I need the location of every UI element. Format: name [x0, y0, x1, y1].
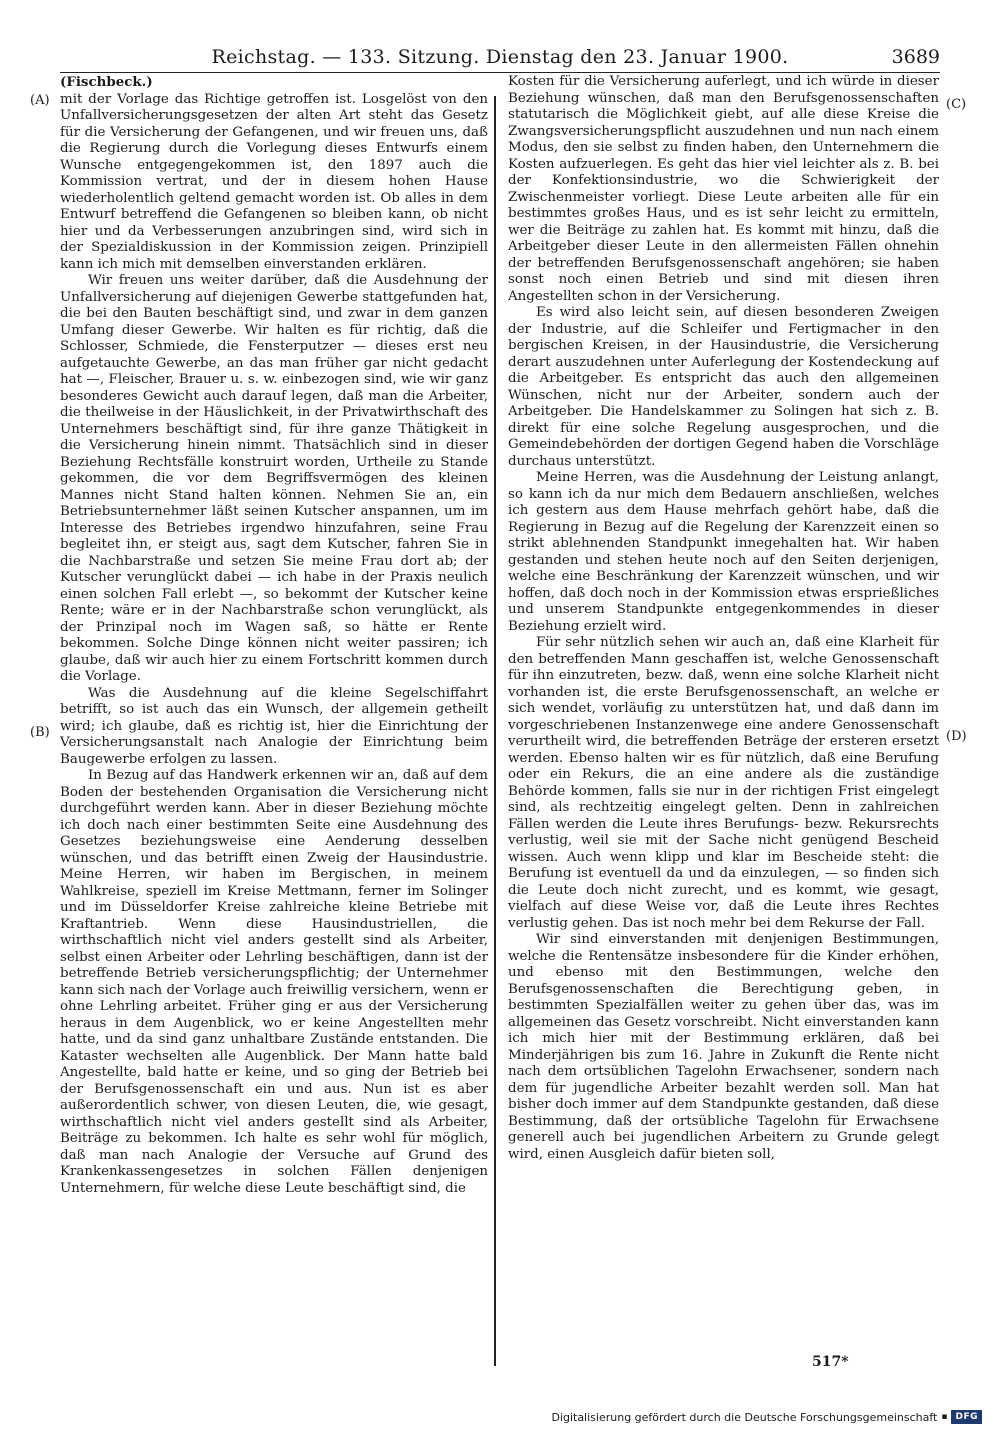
- paragraph: Wir freuen uns weiter darüber, daß die Ausdehnung der Unfallversicherung auf diejenigen Gewerbe stattgefunden hat, die bei den Bauten beschäftigt sind, und zwar in dem ganzen Umfang dieser Gewerbe. Wir halten es für richtig, daß die Schlosser, Schmiede, die Fensterputzer — dieses erst neu aufgetauchte Gewerbe, an das man früher gar nicht gedacht hat —, Fleischer, Brauer u. s. w. einbezogen sind, wie wir ganz besonderes Gewicht auch darauf legen, daß man die Arbeiter, die theilweise in der Häuslichkeit, in der Privatwirthschaft des Unternehmers beschäftigt sind, für ihre ganze Thätigkeit in die Versicherung hinein nimmt. Thatsächlich sind in dieser Beziehung Rechtsfälle konstruirt worden, Urtheile zu Stande gekommen, die vor dem Begriffsvermögen des kleinen Mannes nicht Stand halten können. Nehmen Sie an, ein Betriebsunternehmer läßt seinen Kutscher anspannen, um im Interesse des Betriebes irgendwo hinzufahren, seine Frau begleitet ihn, er steigt aus, sagt dem Kutscher, fahren Sie in die Nachbarstraße und setzen Sie meine Frau dort ab; der Kutscher verunglückt dabei — ich habe in der Praxis neulich einen solchen Fall erlebt —, so bekommt der Kutscher keine Rente; wäre er in der Nachbarstraße schon verunglückt, als der Prinzipal noch im Wagen saß, so hätte er Rente bekommen. Solche Dinge können nicht weiter passiren; ich glaube, daß wir auch hier zu einem Fortschritt kommen durch die Vorlage.: [60, 273, 488, 684]
- margin-mark-d: (D): [946, 729, 967, 744]
- right-column: [508, 74, 939, 1374]
- paragraph: In Bezug auf das Handwerk erkennen wir an, daß auf dem Boden der bestehenden Organisation die Versicherung nicht durchgeführt werden kann. Aber in dieser Beziehung möchte ich doch nach einer bestimmten Seite eine Ausdehnung des Gesetzes beziehungsweise eine Aenderung desselben wünschen, und das betrifft einen Zweig der Hausindustrie. Meine Herren, wir haben im Bergischen, in meinem Wahlkreise, speziell im Kreise Mettmann, ferner im Solinger und im Düsseldorfer Kreise zahlreiche kleine Betriebe mit Kraftantrieb. Wenn diese Hausindustriellen, die wirthschaftlich nicht viel anders gestellt sind als Arbeiter, selbst einen Arbeiter oder Lehrling beschäftigen, dann ist der betreffende Betrieb versicherungspflichtig; der Unternehmer kann sich nach der Vorlage auch freiwillig versichern, wenn er ohne Lehrling arbeitet. Früher ging er aus der Versicherung heraus in dem Augenblick, wo er keine Angestellten mehr hatte, und da sind ganz unhaltbare Zustände entstanden. Die Kataster wechselten alle Augenblick. Der Mann hatte bald Angestellte, bald hatte er keine, und so ging der Betrieb bei der Berufsgenossenschaft ein und aus. Nun ist es aber außerordentlich schwer, von diesen Leuten, die, wie gesagt, wirthschaftlich nicht viel anders gestellt sind als Arbeiter, Beiträge zu bekommen. Ich halte es sehr wohl für möglich, daß man nach Analogie der Versuche auf Grund des Krankenkassengesetzes in solchen Fällen denjenigen Unternehmern, für welche diese Leute beschäftigt sind, die: [60, 768, 488, 1196]
- speaker-label: (Fischbeck.): [60, 74, 153, 90]
- paragraph: Es wird also leicht sein, auf diesen besonderen Zweigen der Industrie, auf die Schleifer und Fertigmacher in den bergischen Kreisen, in der Hausindustrie, die Versicherung derart auszudehnen unter Auferlegung der Kostendeckung auf die Arbeitgeber. Es entspricht das auch den allgemeinen Wünschen, nicht nur der Arbeiter, sondern auch der Arbeitgeber. Die Handelskammer zu Solingen hat sich z. B. direkt für eine solche Regelung ausgesprochen, und die Gemeindebehörden der dortigen Gegend haben die Vorschläge durchaus unterstützt.: [508, 305, 939, 469]
- column-divider: [494, 96, 496, 1366]
- page-header: [60, 44, 940, 70]
- footer-credit: Digitalisierung gefördert durch die Deutsche Forschungsgemeinschaft: [551, 1410, 938, 1424]
- separator-icon: ▪: [941, 1412, 948, 1422]
- paragraph: Meine Herren, was die Ausdehnung der Leistung anlangt, so kann ich da nur mich dem Bedauern anschließen, welches ich gestern aus dem Hause mehrfach gehört habe, daß die Regierung in Bezug auf die Regelung der Karenzzeit einen so strikt ablehnenden Standpunkt innegehalten hat. Wir haben gestanden und stehen heute noch auf den Seiten derjenigen, welche eine Beschränkung der Karenzzeit wünschen, und wir hoffen, daß doch noch in der Kommission etwas ersprießliches und unserem Standpunkte entgegenkommendes in dieser Beziehung erzielt wird.: [508, 470, 939, 634]
- margin-mark-c: (C): [946, 97, 967, 112]
- paragraph: Wir sind einverstanden mit denjenigen Bestimmungen, welche die Rentensätze insbesondere für die Kinder erhöhen, und ebenso mit den Bestimmungen, welche den Berufsgenossenschaften die Berechtigung geben, in bestimmten Spezialfällen weiter zu gehen über das, was im allgemeinen das Gesetz vorschreibt. Nicht einverstanden kann ich mich hier mit der Bestimmung erklären, daß bei Minderjährigen bis zum 16. Jahre in Zukunft die Rente nicht nach dem ortsüblichen Tagelohn Erwachsener, sondern nach dem für jugendliche Arbeiter bezahlt werden soll. Man hat bisher doch immer auf dem Standpunkte gestanden, daß diese Bestimmung, daß der ortsübliche Tagelohn für Erwachsene generell auch bei jugendlichen Arbeitern zu Grunde gelegt wird, einen Ausgleich dafür bieten soll,: [508, 932, 939, 1162]
- margin-mark-b: (B): [30, 725, 50, 740]
- dfg-logo-icon: DFG: [951, 1410, 982, 1424]
- header-rule: [60, 72, 940, 73]
- header-title: Reichstag. — 133. Sitzung. Dienstag den 23. Januar 1900.: [211, 46, 789, 68]
- left-column: [60, 74, 488, 1374]
- page-number: 3689: [891, 46, 940, 68]
- paragraph: Für sehr nützlich sehen wir auch an, daß eine Klarheit für den betreffenden Mann geschaffen ist, welche Genossenschaft für ihn einzutreten, bezw. daß, wenn eine solche Klarheit nicht vorhanden ist, die erste Berufsgenossenschaft, an welche er sich wendet, vorläufig zu unterstützen hat, und daß dann im vorgeschriebenen Instanzenwege eine andere Genossenschaft verurtheilt wird, die betreffenden Beträge der ersteren ersetzt werden. Ebenso halten wir es für nützlich, daß eine Berufung oder ein Rekurs, die an eine andere als die zuständige Behörde kommen, falls sie nur in der richtigen Frist eingelegt sind, als rechtzeitig eingelegt gelten. Denn in zahlreichen Fällen werden die Leute ihres Berufungs- bezw. Rekursrechts verlustig, weil sie mit der Sache nicht genügend Bescheid wissen. Auch wenn klipp und klar im Bescheide steht: die Berufung ist eventuell da und da einzulegen, — so finden sich die Leute doch nicht zurecht, und es kommt, wie gesagt, vielfach auf diese Weise vor, daß die Leute ihres Rechtes verlustig gehen. Das ist noch mehr bei dem Rekurse der Fall.: [508, 635, 939, 931]
- margin-mark-a: (A): [30, 93, 50, 108]
- digitization-footer: [551, 1408, 982, 1426]
- paragraph: mit der Vorlage das Richtige getroffen ist. Losgelöst von den Unfallversicherungsgesetzen der alten Art steht das Gesetz für die Versicherung der Gefangenen, und wir freuen uns, daß die Regierung durch die Vorlegung dieses Entwurfs einem Wunsche entgegengekommen ist, den 1897 auch die Kommission vertrat, und der in diesem hohen Hause wiederholentlich geltend gemacht worden ist. Ob alles in dem Entwurf betreffend die Gefangenen so bleiben kann, ob nicht hier und da Verbesserungen anzubringen sind, wird sich in der Spezialdiskussion in der Kommission zeigen. Prinzipiell kann ich mich mit demselben einverstanden erklären.: [60, 91, 488, 272]
- paragraph: Kosten für die Versicherung auferlegt, und ich würde in dieser Beziehung wünschen, daß man den Berufsgenossenschaften statutarisch die Möglichkeit giebt, auf alle diese Kreise die Zwangsversicherungspflicht auszudehnen und nun nach einem Modus, den sie selbst zu finden haben, den Unternehmern die Kosten aufzuerlegen. Es geht das hier viel leichter als z. B. bei der Konfektionsindustrie, wo die Schwierigkeit der Zwischenmeister vorliegt. Diese Leute arbeiten alle für ein bestimmtes großes Haus, und es ist sehr leicht zu ermitteln, wer die Beiträge zu zahlen hat. Es kommt mit hinzu, daß die Arbeitgeber dieser Leute in den allermeisten Fällen ohnehin der betreffenden Berufsgenossenschaft angehören; sie haben sonst noch einen Betrieb und sind mit diesen ihren Angestellten schon in der Versicherung.: [508, 74, 939, 304]
- sheet-signature: 517*: [812, 1354, 849, 1370]
- paragraph: Was die Ausdehnung auf die kleine Segelschiffahrt betrifft, so ist auch das ein Wunsch, der allgemein getheilt wird; ich glaube, daß es richtig ist, hier die Einrichtung der Versicherungsanstalt nach Analogie der Einrichtung beim Baugewerbe erfolgen zu lassen.: [60, 685, 488, 767]
